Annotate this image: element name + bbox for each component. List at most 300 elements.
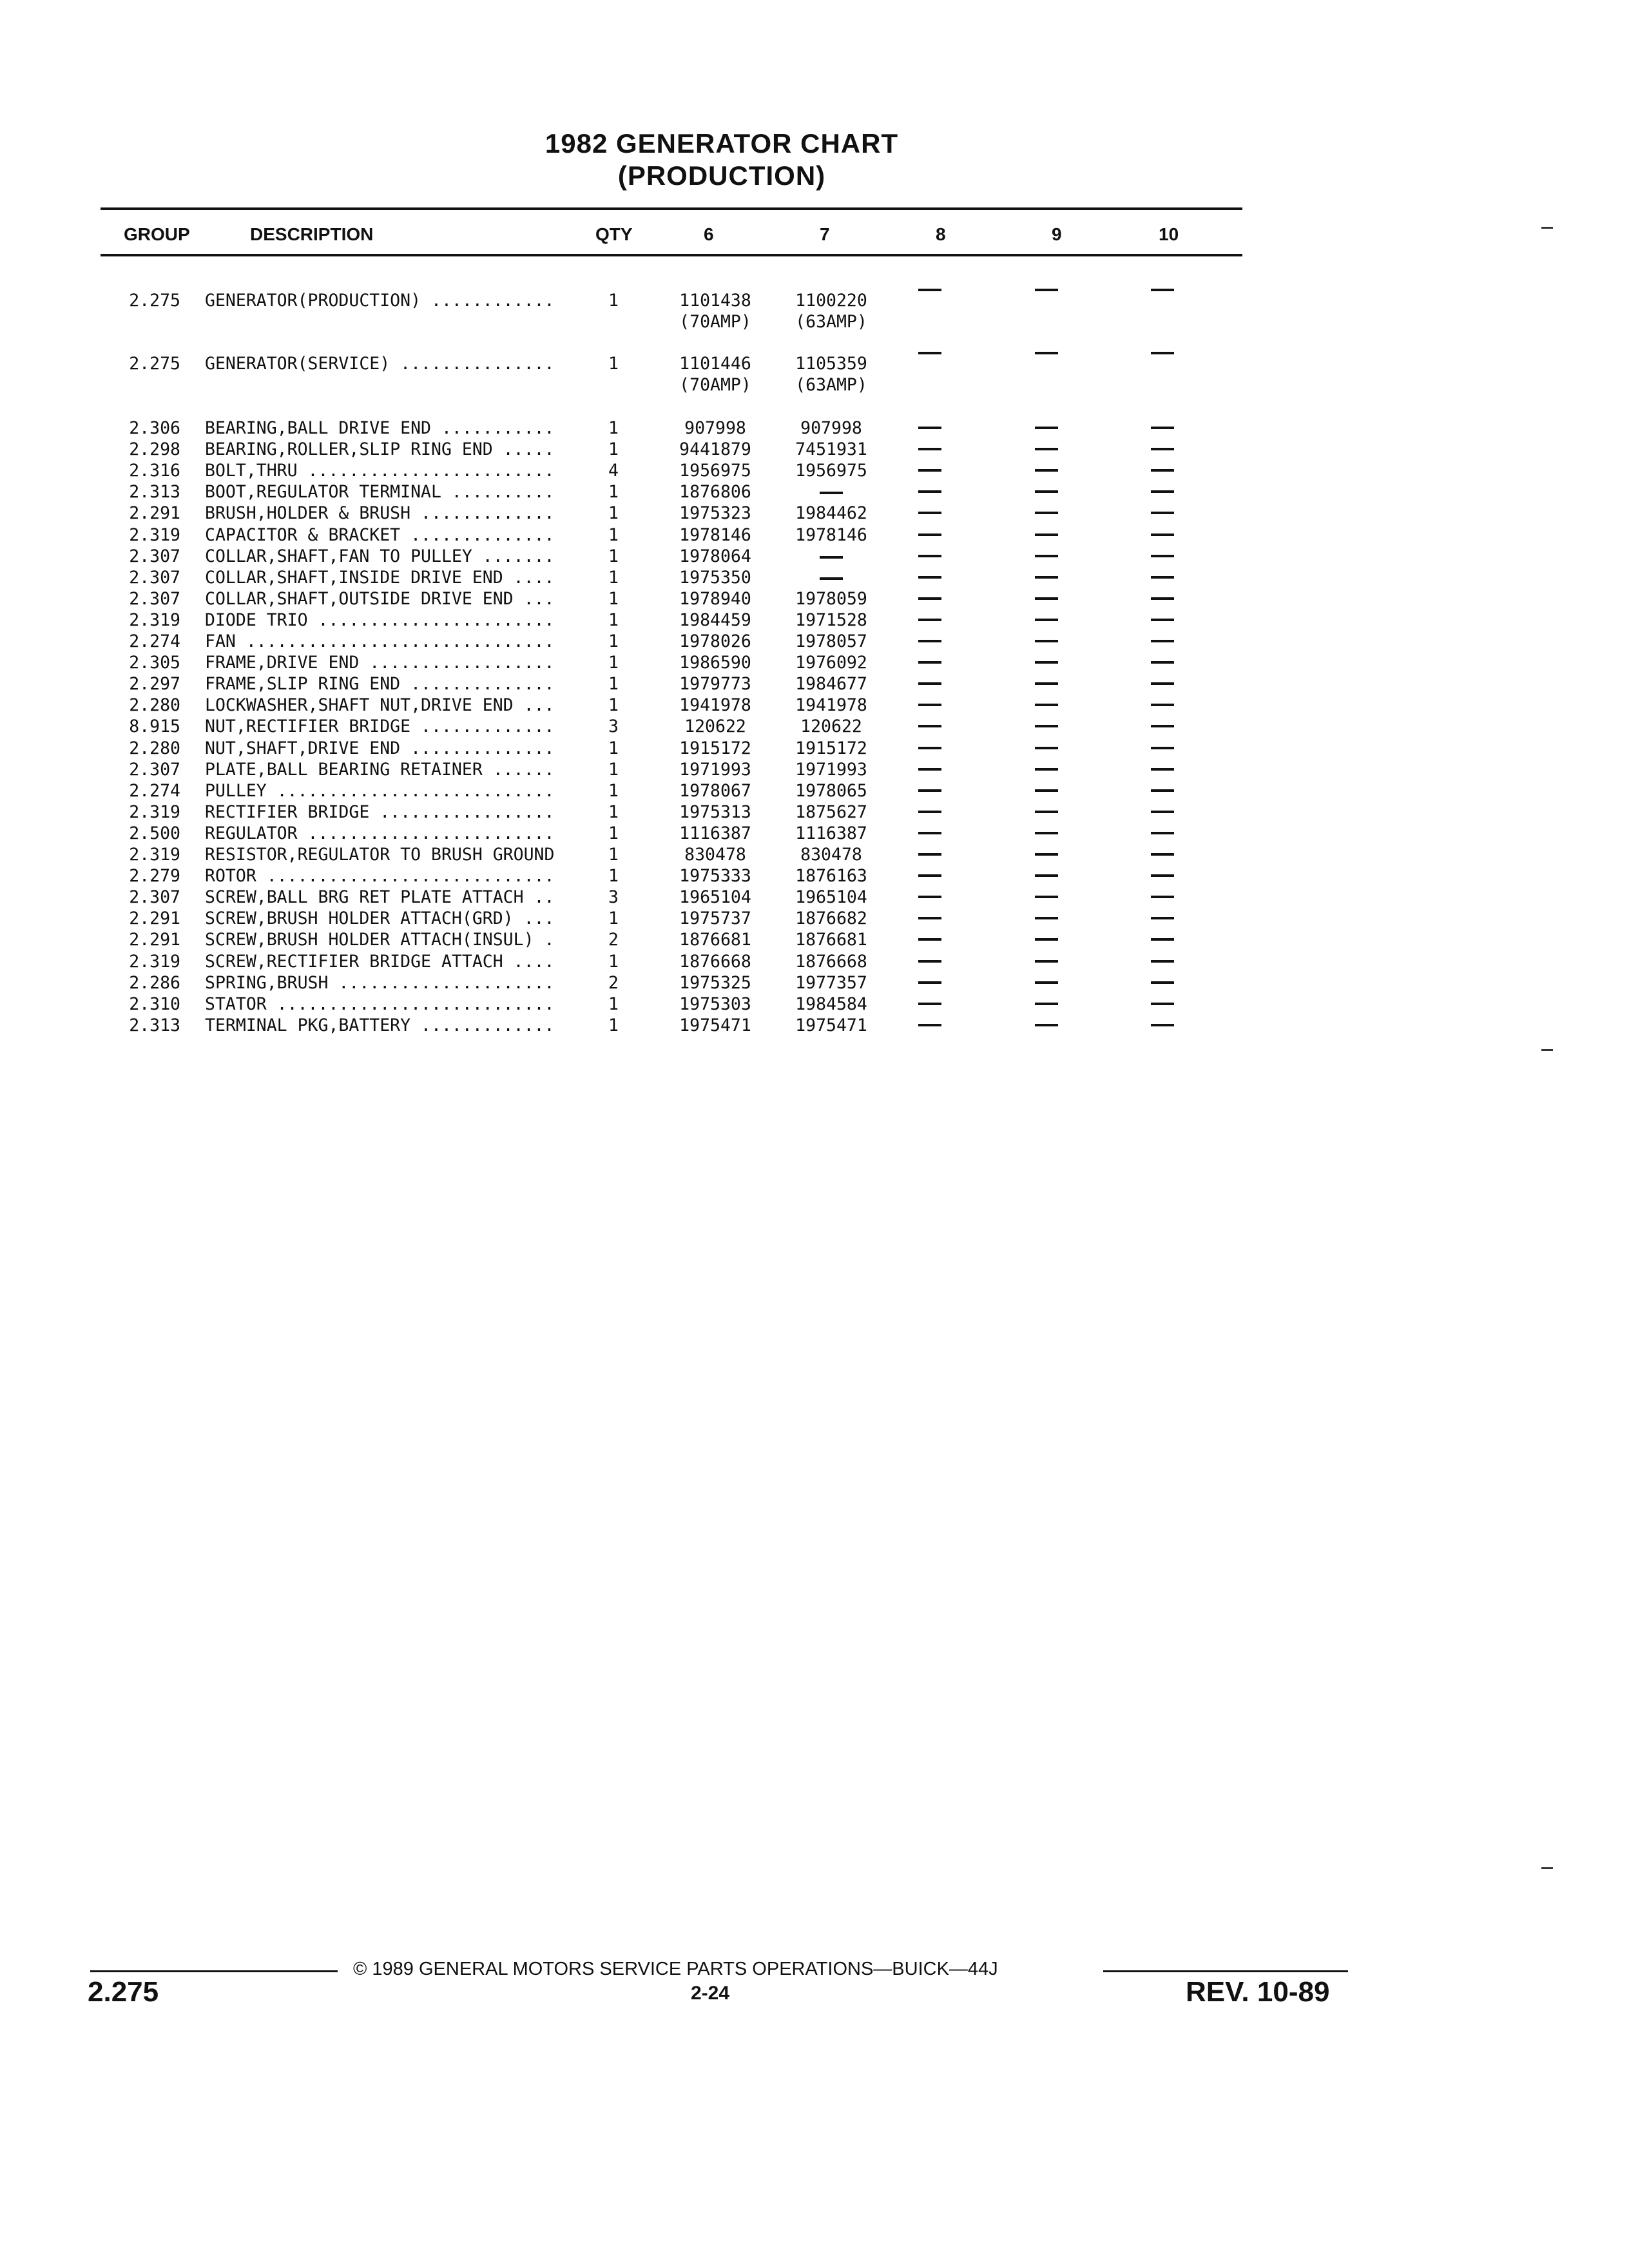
part-number: 1101446 <box>679 354 751 374</box>
table-row <box>0 695 1629 716</box>
part-col-7-cell: 1984584 <box>795 994 867 1014</box>
part-col-6-cell <box>657 353 773 396</box>
dash-mark <box>1151 427 1174 429</box>
dash-mark <box>918 682 941 685</box>
group-cell: 2.307 <box>129 887 180 907</box>
description-cell: COLLAR,SHAFT,INSIDE DRIVE END .... <box>205 568 555 588</box>
dash-mark <box>1035 289 1058 291</box>
dash-mark <box>1151 747 1174 749</box>
group-cell: 2.500 <box>129 823 180 843</box>
dash-mark <box>918 619 941 621</box>
description-cell: ROTOR ............................ <box>205 866 555 886</box>
dash-mark <box>1035 917 1058 919</box>
description-cell: PULLEY ........................... <box>205 781 555 801</box>
part-col-7-cell: 1876682 <box>795 908 867 928</box>
qty-cell: 1 <box>608 653 619 673</box>
table-row <box>0 439 1629 460</box>
dash-mark <box>918 289 941 291</box>
dash-mark <box>820 577 843 580</box>
dash-mark <box>918 938 941 941</box>
group-cell: 2.297 <box>129 674 180 694</box>
group-cell: 2.280 <box>129 695 180 715</box>
group-cell: 2.307 <box>129 760 180 780</box>
table-row <box>0 716 1629 737</box>
qty-cell: 1 <box>608 802 619 822</box>
qty-cell: 1 <box>608 760 619 780</box>
group-cell: 2.313 <box>129 482 180 502</box>
dash-mark <box>1035 682 1058 685</box>
dash-mark <box>1035 981 1058 984</box>
dash-mark <box>918 490 941 493</box>
part-col-7-cell: 1971993 <box>795 760 867 780</box>
table-row <box>0 738 1629 759</box>
dash-mark <box>918 960 941 963</box>
group-cell: 2.275 <box>129 354 180 374</box>
group-cell: 2.291 <box>129 930 180 950</box>
part-col-6-cell: 1876681 <box>679 930 751 950</box>
qty-cell: 4 <box>608 461 619 481</box>
dash-mark <box>1035 832 1058 834</box>
table-row <box>0 844 1629 865</box>
header-qty: QTY <box>595 224 633 244</box>
part-col-6-cell: 1915172 <box>679 738 751 758</box>
qty-cell: 1 <box>608 952 619 972</box>
dash-mark <box>1151 469 1174 472</box>
table-row <box>0 290 1629 332</box>
part-col-7-cell <box>773 546 889 567</box>
qty-cell: 2 <box>608 930 619 950</box>
margin-tick <box>1541 227 1553 229</box>
dash-mark <box>918 640 941 642</box>
table-row <box>0 353 1629 396</box>
dash-mark <box>918 811 941 813</box>
group-cell: 2.274 <box>129 631 180 651</box>
table-row <box>0 588 1629 610</box>
description-cell: FAN .............................. <box>205 631 555 651</box>
part-col-6-cell: 1984459 <box>679 610 751 630</box>
part-col-6-cell: 1975471 <box>679 1015 751 1035</box>
description-cell: BOOT,REGULATOR TERMINAL .......... <box>205 482 555 502</box>
dash-mark <box>918 832 941 834</box>
group-cell: 2.313 <box>129 1015 180 1035</box>
description-cell: SCREW,BALL BRG RET PLATE ATTACH .. <box>205 887 555 907</box>
part-col-7-cell: 7451931 <box>795 439 867 459</box>
dash-mark <box>1151 938 1174 941</box>
part-col-7-cell: 1116387 <box>795 823 867 843</box>
part-col-7-cell: 120622 <box>800 716 862 736</box>
amp-rating: (70AMP) <box>679 312 751 332</box>
part-number: 1101438 <box>679 291 751 311</box>
group-cell: 2.286 <box>129 973 180 993</box>
part-col-7-cell: 1876163 <box>795 866 867 886</box>
amp-rating: (63AMP) <box>795 312 867 332</box>
group-cell: 2.307 <box>129 568 180 588</box>
dash-mark <box>1035 427 1058 429</box>
description-cell: SCREW,RECTIFIER BRIDGE ATTACH .... <box>205 952 555 972</box>
dash-mark <box>1035 533 1058 536</box>
dash-mark <box>1035 619 1058 621</box>
dash-mark <box>918 768 941 771</box>
description-cell: NUT,RECTIFIER BRIDGE ............. <box>205 716 555 736</box>
description-cell: LOCKWASHER,SHAFT NUT,DRIVE END ... <box>205 695 555 715</box>
dash-mark <box>918 789 941 792</box>
dash-mark <box>1035 576 1058 579</box>
group-cell: 2.319 <box>129 952 180 972</box>
part-col-7-cell: 907998 <box>800 418 862 438</box>
description-cell: RECTIFIER BRIDGE ................. <box>205 802 555 822</box>
dash-mark <box>1035 640 1058 642</box>
part-col-7-cell: 1876668 <box>795 952 867 972</box>
group-cell: 2.310 <box>129 994 180 1014</box>
description-cell: GENERATOR(SERVICE) ............... <box>205 354 555 374</box>
group-cell: 2.275 <box>129 291 180 311</box>
header-col-10: 10 <box>1159 224 1179 244</box>
group-cell: 2.307 <box>129 589 180 609</box>
table-row <box>0 631 1629 652</box>
part-col-6-cell: 1975350 <box>679 568 751 588</box>
part-col-7-cell <box>773 290 889 332</box>
part-col-7-cell: 1978146 <box>795 525 867 545</box>
group-cell: 2.305 <box>129 653 180 673</box>
table-row <box>0 972 1629 994</box>
part-col-6-cell: 1876668 <box>679 952 751 972</box>
group-cell: 2.291 <box>129 503 180 523</box>
qty-cell: 1 <box>608 781 619 801</box>
qty-cell: 1 <box>608 525 619 545</box>
part-col-7-cell: 1984462 <box>795 503 867 523</box>
part-number: 1105359 <box>795 354 867 374</box>
group-cell: 2.319 <box>129 525 180 545</box>
description-cell: BEARING,ROLLER,SLIP RING END ..... <box>205 439 555 459</box>
qty-cell: 1 <box>608 503 619 523</box>
qty-cell: 1 <box>608 482 619 502</box>
margin-tick <box>1541 1867 1553 1869</box>
dash-mark <box>1035 874 1058 877</box>
dash-mark <box>1035 555 1058 557</box>
part-col-6-cell: 1978146 <box>679 525 751 545</box>
top-rule <box>101 207 1242 210</box>
dash-mark <box>1151 619 1174 621</box>
dash-mark <box>1035 789 1058 792</box>
part-col-7-cell: 1971528 <box>795 610 867 630</box>
part-col-7-cell: 1976092 <box>795 653 867 673</box>
footer-revision: REV. 10-89 <box>1186 1976 1330 2008</box>
part-col-6-cell: 1978067 <box>679 781 751 801</box>
dash-mark <box>1035 448 1058 450</box>
qty-cell: 1 <box>608 439 619 459</box>
group-cell: 8.915 <box>129 716 180 736</box>
description-cell: BEARING,BALL DRIVE END ........... <box>205 418 555 438</box>
dash-mark <box>1151 853 1174 856</box>
dash-mark <box>1151 768 1174 771</box>
dash-mark <box>1151 555 1174 557</box>
title-line-2: (PRODUCTION) <box>617 160 826 191</box>
dash-mark <box>918 555 941 557</box>
part-number: 1100220 <box>795 291 867 311</box>
dash-mark <box>1151 725 1174 727</box>
dash-mark <box>1151 576 1174 579</box>
table-row <box>0 673 1629 695</box>
part-col-7-cell: 1956975 <box>795 461 867 481</box>
dash-mark <box>918 427 941 429</box>
table-row <box>0 759 1629 780</box>
dash-mark <box>1035 512 1058 514</box>
qty-cell: 1 <box>608 568 619 588</box>
qty-cell: 1 <box>608 866 619 886</box>
dash-mark <box>1151 789 1174 792</box>
group-cell: 2.279 <box>129 866 180 886</box>
part-col-6-cell <box>657 290 773 332</box>
part-col-7-cell: 1975471 <box>795 1015 867 1035</box>
qty-cell: 1 <box>608 738 619 758</box>
dash-mark <box>918 747 941 749</box>
part-col-6-cell: 1971993 <box>679 760 751 780</box>
description-cell: RESISTOR,REGULATOR TO BRUSH GROUND <box>205 845 555 865</box>
header-col-8: 8 <box>936 224 946 244</box>
table-row <box>0 887 1629 908</box>
dash-mark <box>1035 704 1058 706</box>
dash-mark <box>1151 661 1174 664</box>
dash-mark <box>820 556 843 559</box>
qty-cell: 1 <box>608 823 619 843</box>
dash-mark <box>918 725 941 727</box>
dash-mark <box>918 874 941 877</box>
table-row <box>0 994 1629 1015</box>
dash-mark <box>1151 597 1174 600</box>
part-col-7-cell <box>773 567 889 588</box>
part-col-6-cell: 1975333 <box>679 866 751 886</box>
dash-mark <box>1151 704 1174 706</box>
group-cell: 2.280 <box>129 738 180 758</box>
dash-mark <box>918 981 941 984</box>
amp-rating: (63AMP) <box>795 375 867 395</box>
dash-mark <box>1035 1024 1058 1026</box>
dash-mark <box>1151 448 1174 450</box>
description-cell: COLLAR,SHAFT,FAN TO PULLEY ....... <box>205 546 555 566</box>
part-col-7-cell: 1941978 <box>795 695 867 715</box>
group-cell: 2.316 <box>129 461 180 481</box>
part-col-6-cell: 1975323 <box>679 503 751 523</box>
qty-cell: 1 <box>608 908 619 928</box>
description-cell: SCREW,BRUSH HOLDER ATTACH(INSUL) . <box>205 930 555 950</box>
header-group: GROUP <box>124 224 190 244</box>
group-cell: 2.319 <box>129 610 180 630</box>
header-col-9: 9 <box>1052 224 1062 244</box>
dash-mark <box>1035 960 1058 963</box>
dash-mark <box>918 853 941 856</box>
qty-cell: 1 <box>608 994 619 1014</box>
part-col-7-cell <box>773 481 889 503</box>
part-col-7-cell: 1965104 <box>795 887 867 907</box>
dash-mark <box>918 917 941 919</box>
part-col-6-cell: 1965104 <box>679 887 751 907</box>
part-col-6-cell: 830478 <box>684 845 746 865</box>
qty-cell: 1 <box>608 291 619 311</box>
qty-cell: 1 <box>608 631 619 651</box>
dash-mark <box>918 704 941 706</box>
part-col-7-cell: 1984677 <box>795 674 867 694</box>
margin-tick <box>1541 1049 1553 1051</box>
header-description: DESCRIPTION <box>250 224 374 244</box>
dash-mark <box>1151 640 1174 642</box>
part-col-6-cell: 1986590 <box>679 653 751 673</box>
dash-mark <box>1035 725 1058 727</box>
part-col-6-cell: 120622 <box>684 716 746 736</box>
dash-mark <box>918 448 941 450</box>
table-row <box>0 460 1629 481</box>
description-cell: REGULATOR ........................ <box>205 823 555 843</box>
part-col-6-cell: 1979773 <box>679 674 751 694</box>
chart-title <box>451 128 992 192</box>
description-cell: DIODE TRIO ....................... <box>205 610 555 630</box>
qty-cell: 1 <box>608 418 619 438</box>
footer-section: 2.275 <box>88 1976 159 2008</box>
dash-mark <box>1151 960 1174 963</box>
description-cell: SPRING,BRUSH ..................... <box>205 973 555 993</box>
description-cell: BOLT,THRU ........................ <box>205 461 555 481</box>
description-cell: BRUSH,HOLDER & BRUSH ............. <box>205 503 555 523</box>
dash-mark <box>918 533 941 536</box>
part-col-6-cell: 9441879 <box>679 439 751 459</box>
part-col-7-cell: 1915172 <box>795 738 867 758</box>
part-col-7-cell: 1978057 <box>795 631 867 651</box>
part-col-7-cell <box>773 353 889 396</box>
dash-mark <box>1151 1024 1174 1026</box>
dash-mark <box>1035 490 1058 493</box>
part-col-6-cell: 1975303 <box>679 994 751 1014</box>
table-row <box>0 524 1629 546</box>
footer-rule-left <box>90 1970 338 1972</box>
dash-mark <box>1035 938 1058 941</box>
dash-mark <box>1035 853 1058 856</box>
dash-mark <box>1035 352 1058 354</box>
dash-mark <box>1151 917 1174 919</box>
group-cell: 2.307 <box>129 546 180 566</box>
qty-cell: 1 <box>608 674 619 694</box>
description-cell: TERMINAL PKG,BATTERY ............. <box>205 1015 555 1035</box>
table-row <box>0 951 1629 972</box>
table-row <box>0 780 1629 802</box>
part-col-6-cell: 1978940 <box>679 589 751 609</box>
dash-mark <box>1151 811 1174 813</box>
qty-cell: 1 <box>608 354 619 374</box>
qty-cell: 3 <box>608 716 619 736</box>
dash-mark <box>1151 289 1174 291</box>
dash-mark <box>918 469 941 472</box>
table-row <box>0 865 1629 887</box>
qty-cell: 2 <box>608 973 619 993</box>
part-col-7-cell: 1876681 <box>795 930 867 950</box>
table-row <box>0 418 1629 439</box>
description-cell: SCREW,BRUSH HOLDER ATTACH(GRD) ... <box>205 908 555 928</box>
table-row <box>0 610 1629 631</box>
header-col-6: 6 <box>704 224 714 244</box>
part-col-6-cell: 1975313 <box>679 802 751 822</box>
dash-mark <box>918 352 941 354</box>
dash-mark <box>1151 352 1174 354</box>
table-row <box>0 802 1629 823</box>
dash-mark <box>1035 597 1058 600</box>
group-cell: 2.306 <box>129 418 180 438</box>
dash-mark <box>1151 1003 1174 1005</box>
dash-mark <box>918 1024 941 1026</box>
part-col-7-cell: 1978065 <box>795 781 867 801</box>
dash-mark <box>1151 490 1174 493</box>
dash-mark <box>918 1003 941 1005</box>
part-col-6-cell: 1978064 <box>679 546 751 566</box>
qty-cell: 3 <box>608 887 619 907</box>
description-cell: PLATE,BALL BEARING RETAINER ...... <box>205 760 555 780</box>
footer-page-number: 2-24 <box>691 1983 730 2004</box>
description-cell: FRAME,SLIP RING END .............. <box>205 674 555 694</box>
part-col-7-cell: 1875627 <box>795 802 867 822</box>
table-row <box>0 546 1629 567</box>
description-cell: CAPACITOR & BRACKET .............. <box>205 525 555 545</box>
dash-mark <box>918 896 941 898</box>
group-cell: 2.319 <box>129 802 180 822</box>
dash-mark <box>1151 874 1174 877</box>
description-cell: STATOR ........................... <box>205 994 555 1014</box>
header-col-7: 7 <box>820 224 830 244</box>
description-cell: GENERATOR(PRODUCTION) ............ <box>205 291 555 311</box>
qty-cell: 1 <box>608 1015 619 1035</box>
part-col-6-cell: 1975737 <box>679 908 751 928</box>
dash-mark <box>918 661 941 664</box>
dash-mark <box>1151 682 1174 685</box>
table-row <box>0 481 1629 503</box>
dash-mark <box>1035 661 1058 664</box>
amp-rating: (70AMP) <box>679 375 751 395</box>
table-row <box>0 908 1629 929</box>
group-cell: 2.291 <box>129 908 180 928</box>
table-row <box>0 1015 1629 1036</box>
dash-mark <box>1035 768 1058 771</box>
dash-mark <box>1151 832 1174 834</box>
part-col-7-cell: 830478 <box>800 845 862 865</box>
part-col-6-cell: 1975325 <box>679 973 751 993</box>
part-col-6-cell: 1941978 <box>679 695 751 715</box>
part-col-6-cell: 1876806 <box>679 482 751 502</box>
group-cell: 2.274 <box>129 781 180 801</box>
footer-copyright: © 1989 GENERAL MOTORS SERVICE PARTS OPERATIONS—BUICK—44J <box>353 1959 998 1979</box>
description-cell: NUT,SHAFT,DRIVE END .............. <box>205 738 555 758</box>
table-row <box>0 503 1629 524</box>
dash-mark <box>1151 896 1174 898</box>
group-cell: 2.319 <box>129 845 180 865</box>
part-col-6-cell: 907998 <box>684 418 746 438</box>
title-line-1: 1982 GENERATOR CHART <box>545 128 899 159</box>
dash-mark <box>1151 512 1174 514</box>
table-row <box>0 823 1629 844</box>
dash-mark <box>1035 1003 1058 1005</box>
part-col-6-cell: 1116387 <box>679 823 751 843</box>
dash-mark <box>820 492 843 494</box>
group-cell: 2.298 <box>129 439 180 459</box>
qty-cell: 1 <box>608 589 619 609</box>
dash-mark <box>918 512 941 514</box>
description-cell: COLLAR,SHAFT,OUTSIDE DRIVE END ... <box>205 589 555 609</box>
table-row <box>0 929 1629 950</box>
qty-cell: 1 <box>608 845 619 865</box>
part-col-7-cell: 1977357 <box>795 973 867 993</box>
dash-mark <box>1035 747 1058 749</box>
part-col-6-cell: 1956975 <box>679 461 751 481</box>
dash-mark <box>1151 533 1174 536</box>
dash-mark <box>1151 981 1174 984</box>
footer-rule-right <box>1103 1970 1348 1972</box>
header-rule <box>101 254 1242 256</box>
dash-mark <box>1035 469 1058 472</box>
